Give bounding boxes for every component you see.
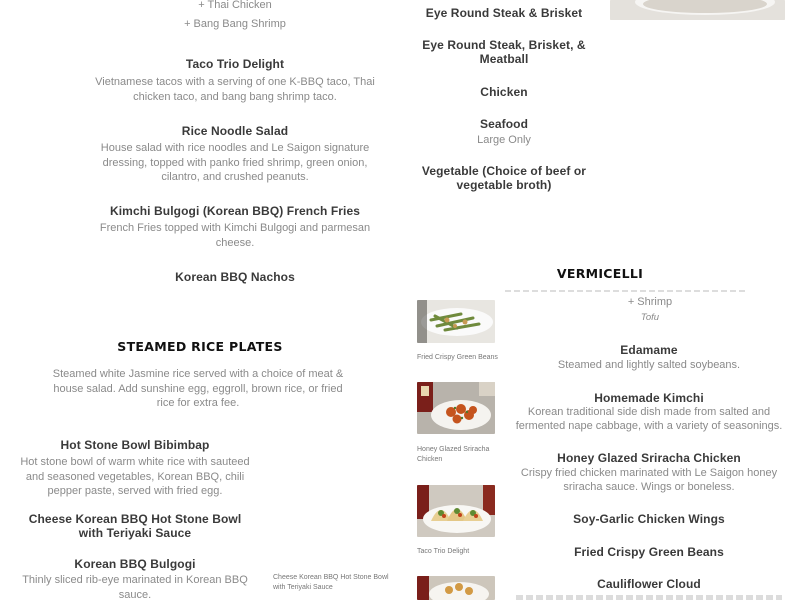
- topping-line: + Shrimp: [627, 296, 673, 308]
- pho-photo: [610, 0, 785, 20]
- photo-caption: Cheese Korean BBQ Hot Stone Bowl with Teriyaki Sauce: [273, 574, 389, 591]
- menu-item-title: Vegetable (Choice of beef or vegetable broth): [421, 164, 587, 192]
- topping-line: Tofu: [640, 312, 660, 323]
- section-intro: Steamed white Jasmine rice served with a choice of meat & house salad. Add sunshine egg, eggroll, brown rice, or fried rice for extra fee.: [52, 368, 344, 409]
- photo-caption: Honey Glazed Sriracha Chicken: [417, 446, 490, 463]
- photo-caption: Fried Crispy Green Beans: [417, 354, 498, 361]
- menu-item-title: Chicken: [480, 85, 528, 99]
- menu-item-desc: Korean traditional side dish made from salted and fermented nape cabbage, with a variety of seasonings.: [515, 406, 783, 432]
- menu-item-title: Eye Round Steak, Brisket, & Meatball: [422, 38, 586, 66]
- menu-item-desc: Thinly sliced rib-eye marinated in Korean BBQ sauce.: [22, 574, 248, 600]
- menu-item-title: Fried Crispy Green Beans: [574, 545, 724, 559]
- menu-item-title: Kimchi Bulgogi (Korean BBQ) French Fries: [109, 204, 361, 218]
- menu-item-title: Taco Trio Delight: [185, 57, 285, 71]
- cutoff-text-line: [516, 595, 782, 600]
- section-heading-steamed-rice: STEAMED RICE PLATES: [117, 339, 283, 354]
- menu-item-sub: Large Only: [477, 134, 531, 146]
- menu-item-title: Honey Glazed Sriracha Chicken: [557, 451, 741, 465]
- menu-item-desc: French Fries topped with Kimchi Bulgogi and parmesan cheese.: [99, 222, 371, 249]
- section-heading-vermicelli: VERMICELLI: [556, 266, 644, 281]
- menu-item-desc: Crispy fried chicken marinated with Le Saigon honey sriracha sauce. Wings or boneless.: [520, 467, 778, 493]
- cauliflower-photo: [417, 576, 495, 600]
- menu-item-title: Homemade Kimchi: [594, 391, 704, 405]
- menu-item-title: Korean BBQ Bulgogi: [74, 557, 196, 571]
- menu-item-desc: Vietnamese tacos with a serving of one K-BBQ taco, Thai chicken taco, and bang bang shrimp taco.: [95, 76, 375, 103]
- menu-item-title: Rice Noodle Salad: [181, 124, 289, 138]
- topping-line: + Bang Bang Shrimp: [184, 18, 286, 30]
- menu-item-title: Cheese Korean BBQ Hot Stone Bowl with Teriyaki Sauce: [28, 512, 242, 540]
- menu-item-desc: Hot stone bowl of warm white rice with sauteed and seasoned vegetables, Korean BBQ, chili pepper paste, served with fried egg.: [20, 456, 250, 497]
- menu-item-title: Hot Stone Bowl Bibimbap: [60, 438, 210, 452]
- taco-trio-photo: [417, 485, 495, 537]
- menu-item-title: Edamame: [620, 343, 678, 357]
- topping-line: + Thai Chicken: [198, 0, 272, 11]
- menu-item-title: Soy-Garlic Chicken Wings: [573, 512, 725, 526]
- menu-item-title: Cauliflower Cloud: [597, 577, 701, 591]
- menu-item-desc: Steamed and lightly salted soybeans.: [557, 359, 741, 371]
- cutoff-text-line: [505, 290, 745, 293]
- sriracha-chicken-photo: [417, 382, 495, 434]
- green-beans-photo: [417, 300, 495, 343]
- menu-item-title: Eye Round Steak & Brisket: [425, 6, 583, 20]
- photo-caption: Taco Trio Delight: [417, 548, 470, 555]
- menu-item-title: Seafood: [479, 117, 529, 131]
- menu-item-desc: House salad with rice noodles and Le Saigon signature dressing, topped with panko fried shrimp, green onion, cilantro, and crushed peanuts.: [100, 142, 370, 183]
- menu-item-title: Korean BBQ Nachos: [175, 270, 295, 284]
